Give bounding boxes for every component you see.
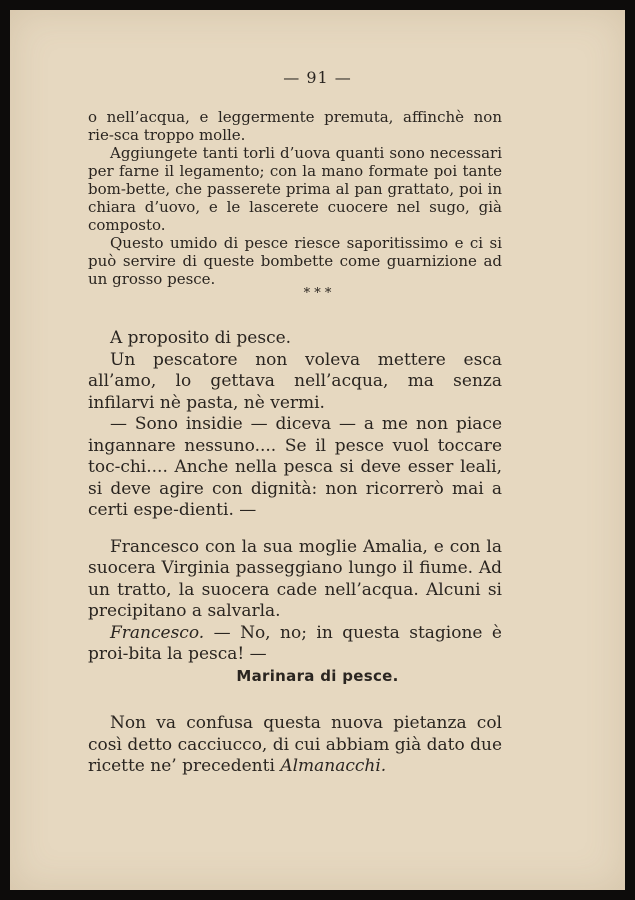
- paragraph: A proposito di pesce.: [110, 328, 292, 348]
- paragraph: [88, 713, 502, 778]
- intro-text: Non va confusa questa nuova pietanza col così detto cacciucco, di cui abbiam già dato due ricette ne’ precedenti: [88, 713, 503, 776]
- paragraph: — Sono insidie — diceva — a me non piace ingannare nessuno.... Se il pesce vuol toccare toc-chi.... Anche nella pesca si deve esser leali, si deve agire con dignità: non ricorrerò mai a certi espe-dienti. —: [88, 414, 502, 520]
- recipe-heading: Marinara di pesce.: [236, 667, 399, 685]
- anecdotes: [88, 328, 502, 666]
- book-page: [10, 10, 625, 890]
- paragraph: Aggiungete tanti torli d’uova quanti sono necessari per farne il legamento; con la mano formate poi tante bom-bette, che passerete prima al pan grattato, poi in chiara d’uovo, e le lascerete cuocere nel sugo, già composto.: [88, 144, 502, 234]
- book-title: Almanacchi.: [280, 756, 387, 776]
- paragraph: o nell’acqua, e leggermente premuta, affinchè non rie-sca troppo molle.: [88, 108, 502, 144]
- dialogue-paragraph: [88, 623, 502, 666]
- paragraph: Questo umido di pesce riesce saporitissimo e ci si può servire di queste bombette come guarnizione ad un grosso pesce.: [88, 234, 502, 288]
- asterism-separator: * * *: [303, 286, 332, 301]
- dialogue-text: — No, no; in questa stagione è proi-bita la pesca! —: [88, 622, 502, 664]
- paragraph: Francesco con la sua moglie Amalia, e con la suocera Virginia passeggiano lungo il fiume. Ad un tratto, la suocera cade nell’acqua. Alcuni si precipitano a salvarla.: [88, 536, 502, 621]
- page-number: — 91 —: [283, 68, 352, 87]
- recipe-continuation: [88, 108, 502, 288]
- paragraph: Un pescatore non voleva mettere esca all’amo, lo gettava nell’acqua, ma senza infilarvi nè pasta, nè vermi.: [88, 349, 502, 413]
- speaker-name: Francesco.: [110, 622, 205, 643]
- recipe-intro: [88, 713, 502, 778]
